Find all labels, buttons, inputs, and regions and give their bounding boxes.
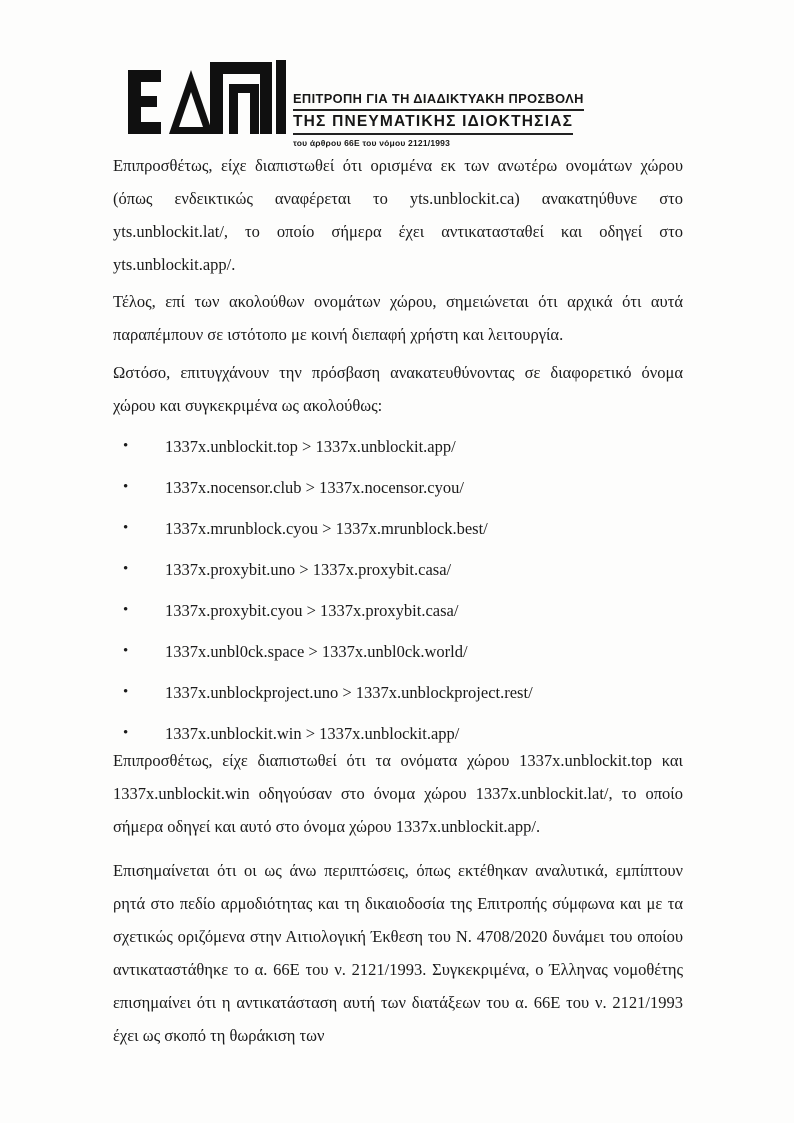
paragraph-common-interface: Τέλος, επί των ακολούθων ονομάτων χώρου, σημειώνεται ότι αρχικά ότι αυτά παραπέμπουν σε ιστότοπο με κοινή διεπαφή χρήστη και λειτουργία. <box>113 292 683 344</box>
domain-redirect-text: 1337x.proxybit.uno > 1337x.proxybit.casa/ <box>165 560 452 579</box>
org-name-line2: ΤΗΣ ΠΝΕΥΜΑΤΙΚΗΣ ΙΔΙΟΚΤΗΣΙΑΣ <box>293 111 573 135</box>
bullet-icon: • <box>123 643 129 659</box>
domain-redirect-text: 1337x.nocensor.club > 1337x.nocensor.cyou/ <box>165 478 464 497</box>
domain-redirect-text: 1337x.unbl0ck.space > 1337x.unbl0ck.world/ <box>165 642 468 661</box>
list-item <box>113 512 683 545</box>
bullet-icon: • <box>123 438 129 454</box>
org-name-line1: ΕΠΙΤΡΟΠΗ ΓΙΑ ΤΗ ΔΙΑΔΙΚΤΥΑΚΗ ΠΡΟΣΒΟΛΗ <box>293 91 584 111</box>
org-law-reference: του άρθρου 66Ε του νόμου 2121/1993 <box>293 138 451 148</box>
paragraph-redirect-yts: Επιπροσθέτως, είχε διαπιστωθεί ότι ορισμένα εκ των ανωτέρω ονομάτων χώρου (όπως ενδεικτικώς αναφέρεται το yts.unblockit.ca) ανακατηύθυνε στο yts.unblockit.lat/, το οποίο σήμερα έχει αντικατασταθεί και οδηγεί στο yts.unblockit.app/. <box>113 156 683 274</box>
paragraph-list-intro: Ωστόσο, επιτυγχάνουν την πρόσβαση ανακατευθύνοντας σε διαφορετικό όνομα χώρου και συγκεκριμένα ως ακολούθως: <box>113 363 683 415</box>
list-item <box>113 553 683 586</box>
domain-redirect-text: 1337x.unblockit.win > 1337x.unblockit.app/ <box>165 724 460 743</box>
bullet-icon: • <box>123 684 129 700</box>
edppi-logo-icon <box>128 60 286 136</box>
domain-redirect-text: 1337x.unblockit.top > 1337x.unblockit.app/ <box>165 437 456 456</box>
list-item <box>113 635 683 668</box>
bullet-icon: • <box>123 561 129 577</box>
bullet-icon: • <box>123 725 129 741</box>
list-item <box>113 676 683 709</box>
bullet-icon: • <box>123 520 129 536</box>
list-item <box>113 594 683 627</box>
paragraph-1337x-redirect: Επιπροσθέτως, είχε διαπιστωθεί ότι τα ονόματα χώρου 1337x.unblockit.top και 1337x.unblockit.win οδηγούσαν στο όνομα χώρου 1337x.unblockit.lat/, το οποίο σήμερα οδηγεί και αυτό στο όνομα χώρου 1337x.unblockit.app/. <box>113 751 683 836</box>
org-header <box>293 91 584 148</box>
list-item <box>113 471 683 504</box>
domain-redirect-text: 1337x.proxybit.cyou > 1337x.proxybit.casa/ <box>165 601 459 620</box>
bullet-icon: • <box>123 479 129 495</box>
domain-redirect-text: 1337x.mrunblock.cyou > 1337x.mrunblock.best/ <box>165 519 488 538</box>
bullet-icon: • <box>123 602 129 618</box>
list-item <box>113 430 683 463</box>
domain-redirect-text: 1337x.unblockproject.uno > 1337x.unblockproject.rest/ <box>165 683 533 702</box>
domain-redirect-list <box>113 430 683 758</box>
paragraph-jurisdiction: Επισημαίνεται ότι οι ως άνω περιπτώσεις, όπως εκτέθηκαν αναλυτικά, εμπίπτουν ρητά στο πεδίο αρμοδιότητας και τη δικαιοδοσία της Επιτροπής σύμφωνα και με τα σχετικώς οριζόμενα στην Αιτιολογική Έκθεση του Ν. 4708/2020 δυνάμει του οποίου αντικαταστάθηκε το α. 66Ε του ν. 2121/1993. Συγκεκριμένα, ο Έλληνας νομοθέτης επισημαίνει ότι η αντικατάσταση αυτή των διατάξεων του α. 66Ε του ν. 2121/1993 έχει ως σκοπό τη θωράκιση των <box>113 861 683 1045</box>
